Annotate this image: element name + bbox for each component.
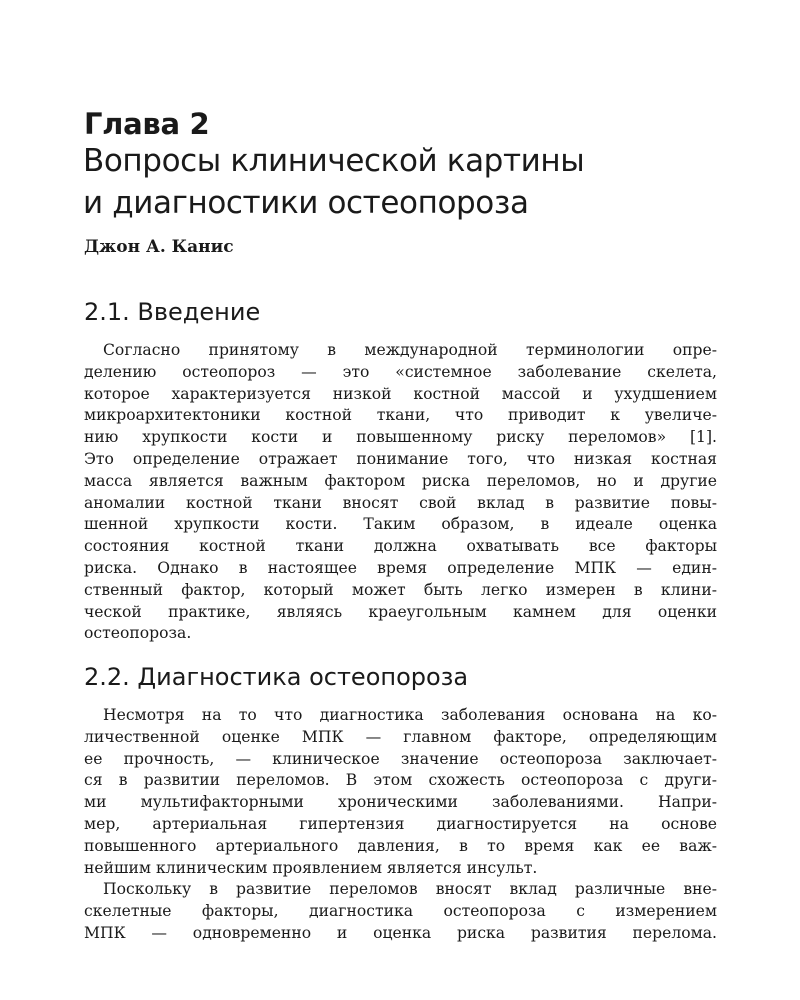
text-line: риска. Однако в настоящее время определение МПК — един- xyxy=(84,558,717,577)
chapter-label: Глава 2 xyxy=(84,107,210,141)
section-introduction-body xyxy=(84,340,717,645)
text-line: ческой практике, являясь краеугольным камнем для оценки xyxy=(84,602,717,621)
chapter-title xyxy=(83,140,584,224)
text-line: состояния костной ткани должна охватывать все факторы xyxy=(84,537,717,556)
text-line: нию хрупкости кости и повышенному риску переломов» [1]. xyxy=(84,428,717,447)
chapter-title-line: и диагностики остеопороза xyxy=(83,185,529,221)
text-line: шенной хрупкости кости. Таким образом, в идеале оценка xyxy=(84,515,717,534)
section-heading-diagnostics: 2.2. Диагностика остеопороза xyxy=(84,663,469,691)
text-line: аномалии костной ткани вносят свой вклад в развитие повы- xyxy=(84,493,717,512)
text-line: остеопороза. xyxy=(84,624,192,643)
text-line: личественной оценке МПК — главном факторе, определяющим xyxy=(84,727,717,746)
text-line: нейшим клиническим проявлением является инсульт. xyxy=(84,858,538,877)
section-diagnostics-body xyxy=(84,705,717,945)
text-line: масса является важным фактором риска переломов, но и другие xyxy=(84,471,717,490)
text-line: Согласно принятому в международной терминологии опре- xyxy=(103,341,717,359)
chapter-title-line: Вопросы клинической картины xyxy=(83,143,585,179)
text-line: которое характеризуется низкой костной массой и ухудшением xyxy=(84,384,717,403)
text-line: скелетные факторы, диагностика остеопороза с измерением xyxy=(84,902,717,921)
text-line: Это определение отражает понимание того, что низкая костная xyxy=(84,449,717,468)
text-line: Поскольку в развитие переломов вносят вклад различные вне- xyxy=(103,880,717,899)
text-line: ся в развитии переломов. В этом схожесть остеопороза с други- xyxy=(84,771,717,790)
text-line: микроархитектоники костной ткани, что приводит к увеличе- xyxy=(84,406,717,425)
text-line: ми мультифакторными хроническими заболеваниями. Напри- xyxy=(84,793,717,812)
section-heading-introduction: 2.1. Введение xyxy=(84,298,261,326)
text-line: повышенного артериального давления, в то время как ее важ- xyxy=(84,836,717,855)
text-line: Несмотря на то что диагностика заболевания основана на ко- xyxy=(103,706,717,724)
text-line: МПК — одновременно и оценка риска развития перелома. xyxy=(84,923,717,942)
text-line: мер, артериальная гипертензия диагностируется на основе xyxy=(84,814,717,833)
text-line: ее прочность, — клиническое значение остеопороза заключает- xyxy=(84,749,717,768)
chapter-author: Джон А. Канис xyxy=(84,237,234,257)
text-line: делению остеопороз — это «системное заболевание скелета, xyxy=(84,362,717,381)
text-line: ственный фактор, который может быть легко измерен в клини- xyxy=(84,580,717,599)
